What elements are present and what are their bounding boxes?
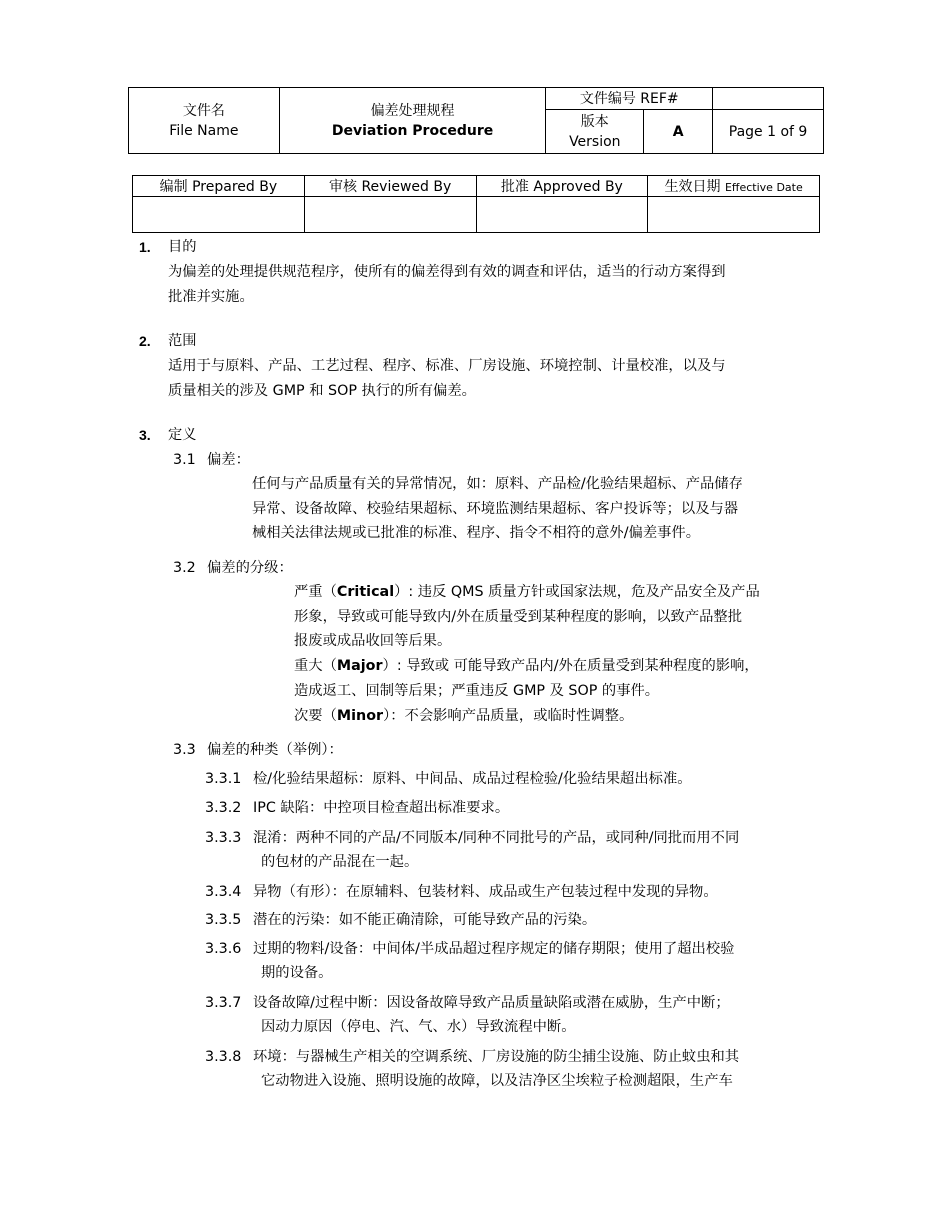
item-text: 混淆：两种不同的产品/不同版本/同种不同批号的产品，或同种/同批而用不同 bbox=[253, 830, 740, 846]
section-2-number: 2. bbox=[139, 333, 151, 349]
subsection-3-1-title: 偏差： bbox=[207, 452, 250, 468]
minor-term: Minor bbox=[336, 708, 384, 724]
item-text: 设备故障/过程中断：因设备故障导致产品质量缺陷或潜在威胁，生产中断； bbox=[253, 995, 730, 1011]
reviewed-by-label: 审核 Reviewed By bbox=[304, 176, 476, 197]
item-number: 3.3.2 bbox=[205, 800, 242, 816]
section-1-line: 为偏差的处理提供规范程序，使所有的偏差得到有效的调查和评估，适当的行动方案得到 bbox=[168, 264, 726, 280]
item-number: 3.3.6 bbox=[205, 941, 242, 957]
file-name-cell bbox=[129, 88, 280, 154]
file-name-cn: 文件名 bbox=[182, 102, 225, 119]
approved-by-label: 批准 Approved By bbox=[476, 176, 648, 197]
version-label-cell bbox=[546, 110, 644, 154]
section-1-number: 1. bbox=[139, 239, 151, 255]
section-3-title: 定义 bbox=[168, 427, 197, 443]
section-2-title: 范围 bbox=[168, 333, 197, 349]
critical-definition-line: 形象，导致或可能导致内/外在质量受到某种程度的影响，以致产品整批 bbox=[294, 609, 743, 625]
item-text: 潜在的污染：如不能正确清除，可能导致产品的污染。 bbox=[253, 912, 597, 928]
section-2-line: 质量相关的涉及 GMP 和 SOP 执行的所有偏差。 bbox=[168, 383, 476, 399]
subsection-3-1-line: 械相关法律法规或已批准的标准、程序、指令不相符的意外/偏差事件。 bbox=[252, 525, 701, 541]
approval-table bbox=[132, 175, 820, 233]
subsection-3-2-title: 偏差的分级： bbox=[207, 560, 293, 576]
section-3-number: 3. bbox=[139, 427, 151, 443]
minor-definition: 次要（Minor）：不会影响产品质量，或临时性调整。 bbox=[294, 708, 634, 724]
item-text: 异物（有形）：在原辅料、包装材料、成品或生产包装过程中发现的异物。 bbox=[253, 884, 718, 900]
section-1-title: 目的 bbox=[168, 239, 197, 255]
title-en: Deviation Procedure bbox=[331, 122, 494, 139]
item-number: 3.3.8 bbox=[205, 1049, 242, 1065]
section-1-line: 批准并实施。 bbox=[168, 289, 254, 305]
subsection-3-1-number: 3.1 bbox=[173, 452, 196, 468]
item-number: 3.3.4 bbox=[205, 884, 242, 900]
subsection-3-1-line: 任何与产品质量有关的异常情况，如：原料、产品检/化验结果超标、产品储存 bbox=[252, 476, 743, 492]
page-number: Page 1 of 9 bbox=[713, 110, 824, 154]
document-header-table bbox=[128, 87, 824, 154]
section-2-line: 适用于与原料、产品、工艺过程、程序、标准、厂房设施、环境控制、计量校准，以及与 bbox=[168, 358, 726, 374]
effective-date-value bbox=[648, 197, 820, 233]
item-number: 3.3.1 bbox=[205, 771, 242, 787]
prepared-by-label: 编制 Prepared By bbox=[133, 176, 305, 197]
item-number: 3.3.5 bbox=[205, 912, 242, 928]
item-text-cont: 期的设备。 bbox=[261, 965, 333, 981]
item-number: 3.3.7 bbox=[205, 995, 242, 1011]
subsection-3-3-number: 3.3 bbox=[173, 742, 196, 758]
title-cell bbox=[279, 88, 546, 154]
major-definition-line: 造成返工、回制等后果；严重违反 GMP 及 SOP 的事件。 bbox=[294, 683, 660, 699]
ref-value bbox=[713, 88, 824, 110]
item-text-cont: 它动物进入设施、照明设施的故障，以及洁净区尘埃粒子检测超限，生产车 bbox=[261, 1073, 733, 1089]
item-text: IPC 缺陷：中控项目检查超出标准要求。 bbox=[253, 800, 510, 816]
effective-date-label bbox=[648, 176, 820, 197]
version-cn: 版本 bbox=[580, 113, 609, 130]
effective-date-en: Effective Date bbox=[724, 181, 803, 194]
major-term: Major bbox=[336, 658, 383, 674]
item-number: 3.3.3 bbox=[205, 830, 242, 846]
reviewed-by-value bbox=[304, 197, 476, 233]
critical-definition: 严重（Critical）: 违反 QMS 质量方针或国家法规，危及产品安全及产品 bbox=[294, 584, 760, 600]
major-definition: 重大（Major）: 导致或 可能导致产品内/外在质量受到某种程度的影响， bbox=[294, 658, 759, 674]
prepared-by-value bbox=[133, 197, 305, 233]
subsection-3-1-line: 异常、设备故障、校验结果超标、环境监测结果超标、客户投诉等；以及与器 bbox=[252, 501, 739, 517]
critical-definition-line: 报废或成品收回等后果。 bbox=[294, 633, 452, 649]
ref-label: 文件编号 REF# bbox=[546, 88, 713, 110]
item-text-cont: 因动力原因（停电、汽、气、水）导致流程中断。 bbox=[261, 1019, 576, 1035]
title-cn: 偏差处理规程 bbox=[370, 102, 455, 119]
subsection-3-2-number: 3.2 bbox=[173, 560, 196, 576]
item-text: 检/化验结果超标：原料、中间品、成品过程检验/化验结果超出标准。 bbox=[253, 771, 692, 787]
approved-by-value bbox=[476, 197, 648, 233]
item-text-cont: 的包材的产品混在一起。 bbox=[261, 854, 419, 870]
file-name-en: File Name bbox=[169, 122, 239, 139]
version-en: Version bbox=[569, 133, 621, 150]
item-text: 过期的物料/设备：中间体/半成品超过程序规定的储存期限；使用了超出校验 bbox=[253, 941, 735, 957]
item-text: 环境：与器械生产相关的空调系统、厂房设施的防尘捕尘设施、防止蚊虫和其 bbox=[253, 1049, 740, 1065]
critical-term: Critical bbox=[336, 584, 395, 600]
effective-date-cn: 生效日期 bbox=[664, 179, 721, 195]
version-value: A bbox=[644, 110, 713, 154]
subsection-3-3-title: 偏差的种类（举例）： bbox=[207, 742, 343, 758]
